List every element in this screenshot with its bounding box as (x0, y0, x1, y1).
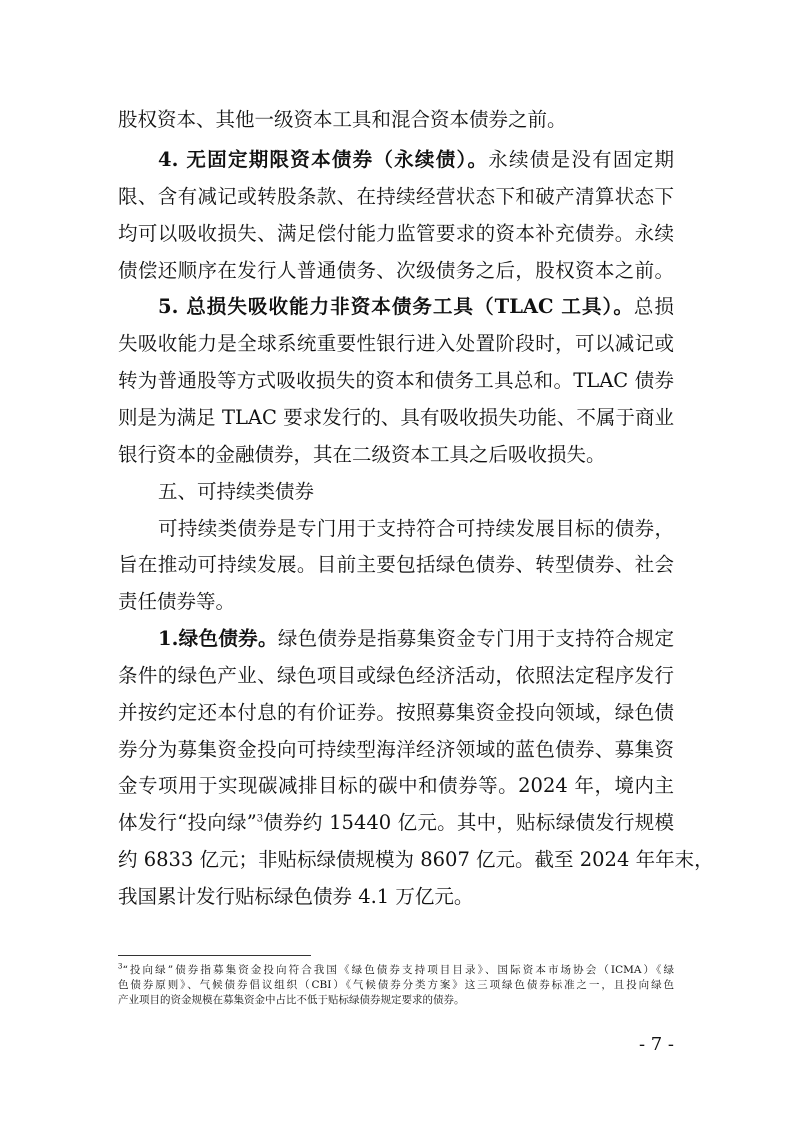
paragraph-text: 绿色债券是指募集资金专门用于支持符合规定 (277, 627, 674, 650)
paragraph-line (158, 622, 674, 656)
paragraph-text: 债券约 15440 亿元。其中，贴标绿债发行规模 (263, 811, 674, 834)
paragraph-line: 券分为募集资金投向可持续型海洋经济领域的蓝色债券、募集资 (118, 738, 674, 761)
section-heading-green-bonds: 1.绿色债券。 (158, 627, 278, 650)
paragraph-line: 旨在推动可持续发展。目前主要包括绿色债券、转型债券、社会 (118, 553, 674, 576)
footnote-line: 色债券原则》、气候债券倡议组织（CBI）《气候债券分类方案》这三项绿色债券标准之一，且投向绿色 (118, 979, 674, 991)
section-heading-perpetual-bonds: 4. 无固定期限资本债券（永续债）。 (158, 148, 489, 171)
paragraph-line: 均可以吸收损失、满足偿付能力监管要求的资本补充债券。永续 (118, 222, 674, 245)
paragraph-line: 责任债券等。 (118, 590, 236, 613)
paragraph-line: 失吸收能力是全球系统重要性银行进入处置阶段时，可以减记或 (118, 332, 674, 355)
paragraph-line: 我国累计发行贴标绿色债券 4.1 万亿元。 (118, 885, 474, 908)
paragraph-line: 约 6833 亿元；非贴标绿债规模为 8607 亿元。截至 2024 年年末， (118, 848, 714, 871)
paragraph-line: 金专项用于实现碳减排目标的碳中和债券等。2024 年，境内主 (118, 774, 674, 797)
paragraph-text: 总损 (633, 295, 674, 318)
paragraph-line: 限、含有减记或转股条款、在持续经营状态下和破产清算状态下 (118, 185, 674, 208)
paragraph-line: 则是为满足 TLAC 要求发行的、具有吸收损失功能、不属于商业 (118, 406, 674, 429)
paragraph-text: 体发行“投向绿” (118, 811, 257, 834)
paragraph-line: 债偿还顺序在发行人普通债务、次级债务之后，股权资本之前。 (118, 259, 674, 282)
paragraph-line (158, 143, 674, 177)
paragraph-line (118, 806, 674, 840)
footnote-reference[interactable]: 3 (256, 813, 264, 825)
section-heading-sustainable-bonds: 五、可持续类债券 (158, 480, 315, 503)
paragraph-text: 永续债是没有固定期 (488, 148, 674, 171)
paragraph-line: 并按约定还本付息的有价证券。按照募集资金投向领域，绿色债 (118, 701, 674, 724)
footnote-line (118, 963, 674, 978)
footnote-separator (118, 955, 311, 956)
section-heading-tlac: 5. 总损失吸收能力非资本债务工具（TLAC 工具）。 (158, 295, 634, 318)
paragraph-line: 股权资本、其他一级资本工具和混合资本债券之前。 (118, 108, 567, 131)
footnote-marker: 3 (118, 962, 123, 971)
paragraph-line: 条件的绿色产业、绿色项目或绿色经济活动，依照法定程序发行 (118, 664, 674, 687)
paragraph-line (158, 290, 674, 324)
paragraph-line: 转为普通股等方式吸收损失的资本和债务工具总和。TLAC 债券 (118, 369, 674, 392)
paragraph-line: 可持续类债券是专门用于支持符合可持续发展目标的债券， (158, 517, 674, 540)
footnote-line: 产业项目的资金规模在募集资金中占比不低于贴标绿债券规定要求的债券。 (118, 994, 465, 1006)
paragraph-line: 银行资本的金融债券，其在二级资本工具之后吸收损失。 (118, 443, 606, 466)
page-number: - 7 - (638, 1034, 674, 1055)
footnote-text: “投向绿”债券指募集资金投向符合我国《绿色债券支持项目目录》、国际资本市场协会（ICMA）《绿 (122, 964, 674, 976)
